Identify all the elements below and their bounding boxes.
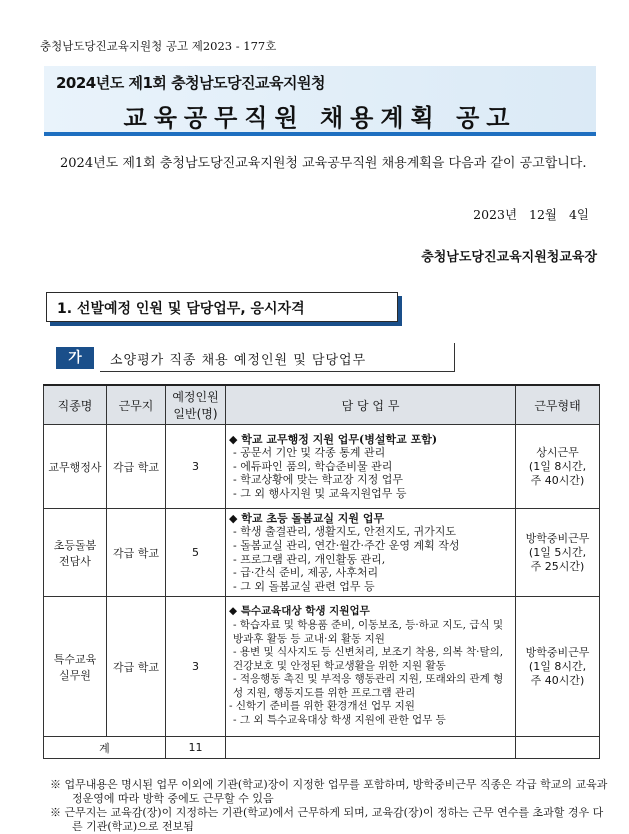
duty-item: - 급·간식 준비, 제공, 사후처리 [233, 566, 379, 580]
duties-cell [226, 597, 516, 737]
type-cell [516, 597, 600, 737]
duty-item: - 신학기 준비를 위한 환경개선 업무 지원 [229, 700, 415, 713]
count-cell: 5 [166, 509, 226, 597]
type-cell [516, 425, 600, 509]
type-line: 주 40시간) [530, 473, 585, 487]
place-cell: 각급 학교 [107, 425, 166, 509]
place-cell: 각급 학교 [107, 597, 166, 737]
duties-cell [226, 425, 516, 509]
intro-text: 2024년도 제1회 충청남도당진교육지원청 교육공무직원 채용계획을 다음과 같이 공고합니다. [60, 156, 587, 171]
duty-item: - 적응행동 촉진 및 부적응 행동관리 지원, 또래와의 관계 형성 지원, 행동지도를 위한 프로그램 관리 [233, 673, 504, 699]
title-line-2: 교육공무직원 채용계획 공고 [123, 104, 517, 132]
duty-item: - 프로그램 관리, 개인활동 관리, [233, 552, 386, 566]
type-line: 방학중비근무 [525, 531, 590, 545]
title-line-1: 2024년도 제1회 충청남도당진교육지원청 [56, 74, 325, 92]
header-job: 직종명 [44, 385, 107, 425]
table-row [44, 597, 600, 737]
duty-item: - 학습자료 및 학용품 준비, 이동보조, 등·하교 지도, 급식 및 방과후 활동 등 교내·외 활동 지원 [233, 618, 504, 645]
duty-item: - 에듀파인 품의, 학습준비물 관리 [233, 459, 393, 473]
duties-cell [226, 509, 516, 597]
notes [50, 778, 610, 834]
duty-item: - 공문서 기안 및 각종 통계 관리 [233, 446, 386, 460]
header-duties: 담 당 업 무 [226, 385, 516, 425]
table-header-row [44, 385, 600, 425]
duty-item: - 그 외 돌봄교실 관련 업무 등 [233, 579, 375, 593]
type-line: (1일 8시간, [528, 659, 587, 673]
type-cell [516, 509, 600, 597]
type-line: 상시근무 [536, 445, 579, 459]
table-row [44, 509, 600, 597]
job-cell: 교무행정사 [44, 425, 107, 509]
table-row [44, 425, 600, 509]
duty-title: ◆ 학교 초등 돌봄교실 지원 업무 [229, 511, 385, 525]
section-title: 1. 선발예정 인원 및 담당업무, 응시자격 [57, 301, 305, 317]
type-line: (1일 8시간, [528, 459, 587, 473]
type-line: 주 25시간) [530, 559, 585, 573]
subsection-heading [100, 343, 455, 372]
issue-date: 2023년 12월 4일 [473, 207, 589, 222]
recruitment-table [43, 384, 600, 759]
duty-item: - 그 외 행사지원 및 교육지원업무 등 [233, 486, 407, 500]
duty-item: - 학생 출결관리, 생활지도, 안전지도, 귀가지도 [233, 525, 456, 539]
issuer-name: 충청남도당진교육지원청교육장 [421, 250, 597, 265]
header-place: 근무지 [107, 385, 166, 425]
document-number: 충청남도당진교육지원청 공고 제2023 - 177호 [40, 39, 277, 53]
duty-item: - 그 외 특수교육대상 학생 지원에 관한 업무 등 [233, 714, 446, 727]
duty-title: ◆ 특수교육대상 학생 지원업무 [229, 605, 370, 618]
header-type: 근무형태 [516, 385, 600, 425]
total-row [44, 737, 600, 759]
total-label: 계 [44, 737, 166, 759]
job-cell: 특수교육 실무원 [44, 597, 107, 737]
duty-item: - 돌봄교실 관리, 연간·월간·주간 운영 계획 작성 [233, 538, 460, 552]
subsection-title: 소양평가 직종 채용 예정인원 및 담당업무 [110, 353, 367, 368]
total-empty [516, 737, 600, 759]
note-item: ※ 업무내용은 명시된 업무 이외에 기관(학교)장이 지정한 업무를 포함하며, 방학중비근무 직종은 각급 학교의 교육과정운영에 따라 방학 중에도 근무할 수 있음 [50, 778, 608, 805]
type-line: 방학중비근무 [525, 645, 590, 659]
type-line: 주 40시간) [530, 673, 585, 687]
total-empty [226, 737, 516, 759]
subsection-badge: 가 [56, 347, 94, 369]
place-cell: 각급 학교 [107, 509, 166, 597]
duty-item: - 용변 및 식사지도 등 신변처리, 보조기 착용, 의복 착·탈의, 건강보호 및 안정된 학교생활을 위한 지원 활동 [233, 646, 504, 672]
job-cell: 초등돌봄 전담사 [44, 509, 107, 597]
count-cell: 3 [166, 597, 226, 737]
duty-item: - 학교상황에 맞는 학교장 지정 업무 [233, 473, 403, 487]
count-cell: 3 [166, 425, 226, 509]
note-item: ※ 근무지는 교육감(장)이 지정하는 기관(학교)에서 근무하게 되며, 교육감(장)이 정하는 근무 연수를 초과할 경우 다른 기관(학교)으로 전보됨 [50, 806, 604, 833]
title-banner [44, 66, 596, 136]
type-line: (1일 5시간, [528, 545, 587, 559]
section-heading [46, 292, 398, 322]
title-underline [44, 132, 596, 136]
total-count: 11 [166, 737, 226, 759]
duty-title: ◆ 학교 교무행정 지원 업무(병설학교 포함) [229, 432, 438, 446]
header-count: 예정인원 일반(명) [166, 385, 226, 425]
